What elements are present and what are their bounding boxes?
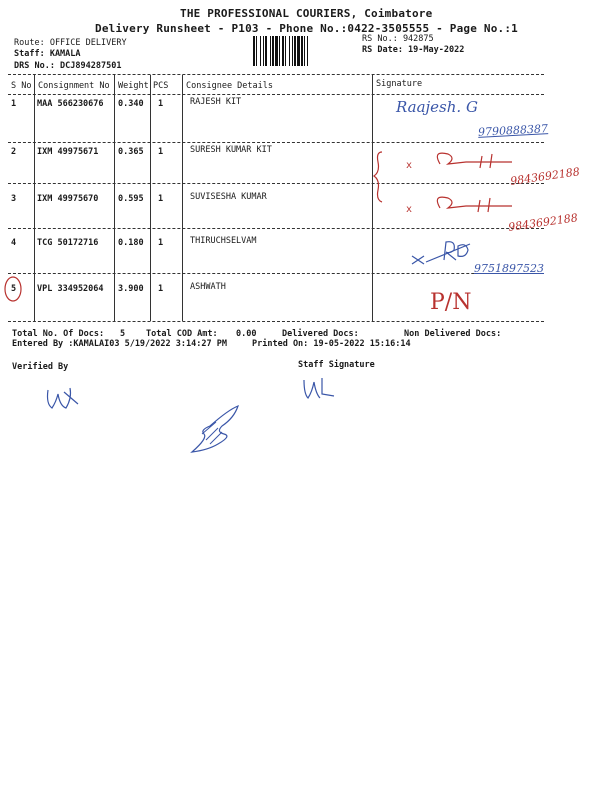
row-4-weight: 0.180 bbox=[118, 238, 144, 248]
row-5-consignee: ASHWATH bbox=[190, 282, 226, 292]
col-divider bbox=[182, 75, 183, 321]
row-3-phone: 9843692188 bbox=[507, 211, 579, 234]
row-2-consignment: IXM 49975671 bbox=[37, 147, 99, 157]
col-divider bbox=[150, 75, 151, 321]
rs-date: RS Date: 19-May-2022 bbox=[362, 45, 465, 55]
row-3-consignee: SUVISESHA KUMAR bbox=[190, 192, 267, 202]
table-top-rule bbox=[8, 74, 544, 75]
middle-signature-scribble bbox=[188, 404, 244, 456]
svg-text:x: x bbox=[406, 204, 413, 215]
entered-by: Entered By :KAMALAI03 5/19/2022 3:14:27 PM bbox=[12, 339, 227, 349]
row-2-phone: 9843692188 bbox=[509, 165, 581, 188]
row-1-pcs: 1 bbox=[158, 99, 164, 109]
row-3-sno: 3 bbox=[11, 194, 17, 204]
delivered-docs-label: Delivered Docs: bbox=[282, 329, 359, 339]
row-5-weight: 3.900 bbox=[118, 284, 144, 294]
verified-by-label: Verified By bbox=[12, 362, 69, 372]
route-text: Route: OFFICE DELIVERY bbox=[14, 38, 127, 48]
svg-text:x: x bbox=[406, 160, 413, 171]
drs-number: DRS No.: DCJ894287501 bbox=[14, 61, 122, 71]
total-cod-label: Total COD Amt: bbox=[146, 329, 218, 339]
row-1-weight: 0.340 bbox=[118, 99, 144, 109]
row-rule bbox=[8, 273, 544, 274]
total-cod-value: 0.00 bbox=[236, 329, 257, 339]
staff-text: Staff: KAMALA bbox=[14, 49, 81, 59]
row-4-consignment: TCG 50172716 bbox=[37, 238, 99, 248]
row-1-consignee: RAJESH KIT bbox=[190, 97, 242, 107]
total-docs-value: 5 bbox=[120, 329, 126, 339]
row-5-note: P/N bbox=[430, 290, 472, 315]
col-header-pcs: PCS bbox=[153, 81, 169, 91]
row-1-consignment: MAA 566230676 bbox=[37, 99, 104, 109]
table-header-rule bbox=[8, 94, 544, 95]
col-header-consignee: Consignee Details bbox=[186, 81, 273, 91]
runsheet-title: Delivery Runsheet - P103 - Phone No.:0422-3505555 - Page No.:1 bbox=[95, 22, 518, 35]
row-5-pcs: 1 bbox=[158, 284, 164, 294]
col-header-weight: Weight bbox=[118, 81, 149, 91]
total-docs-label: Total No. Of Docs: bbox=[12, 329, 105, 339]
barcode bbox=[253, 36, 355, 66]
circle-mark bbox=[2, 274, 26, 304]
row-4-pcs: 1 bbox=[158, 238, 164, 248]
row-2-weight: 0.365 bbox=[118, 147, 144, 157]
non-delivered-docs-label: Non Delivered Docs: bbox=[404, 329, 502, 339]
row-rule bbox=[8, 142, 544, 143]
row-5-consignment: VPL 334952064 bbox=[37, 284, 104, 294]
row-3-weight: 0.595 bbox=[118, 194, 144, 204]
printed-on: Printed On: 19-05-2022 15:16:14 bbox=[252, 339, 411, 349]
col-header-sno: S No bbox=[11, 81, 32, 91]
row-4-phone: 9751897523 bbox=[474, 262, 544, 275]
col-header-signature: Signature bbox=[376, 79, 423, 89]
row-3-consignment: IXM 49975670 bbox=[37, 194, 99, 204]
row-2-consignee: SURESH KUMAR KIT bbox=[190, 145, 272, 155]
row-2-pcs: 1 bbox=[158, 147, 164, 157]
col-divider bbox=[34, 75, 35, 321]
staff-signature bbox=[298, 372, 338, 402]
row-2-sno: 2 bbox=[11, 147, 17, 157]
row-5-sno: 5 bbox=[11, 284, 17, 294]
row-3-pcs: 1 bbox=[158, 194, 164, 204]
staff-signature-label: Staff Signature bbox=[298, 360, 375, 370]
row-4-sno: 4 bbox=[11, 238, 17, 248]
verified-by-signature bbox=[44, 384, 80, 416]
table-bottom-rule bbox=[8, 321, 544, 322]
row-1-recipient-signature: Raajesh. G bbox=[396, 98, 478, 116]
rs-number: RS No.: 942875 bbox=[362, 34, 434, 44]
col-header-consignment: Consignment No bbox=[38, 81, 110, 91]
row-1-phone: 9790888387 bbox=[477, 122, 549, 139]
row-4-recipient-signature bbox=[410, 238, 480, 268]
company-title: THE PROFESSIONAL COURIERS, Coimbatore bbox=[180, 7, 433, 20]
row-1-sno: 1 bbox=[11, 99, 17, 109]
col-divider bbox=[114, 75, 115, 321]
row-4-consignee: THIRUCHSELVAM bbox=[190, 236, 257, 246]
